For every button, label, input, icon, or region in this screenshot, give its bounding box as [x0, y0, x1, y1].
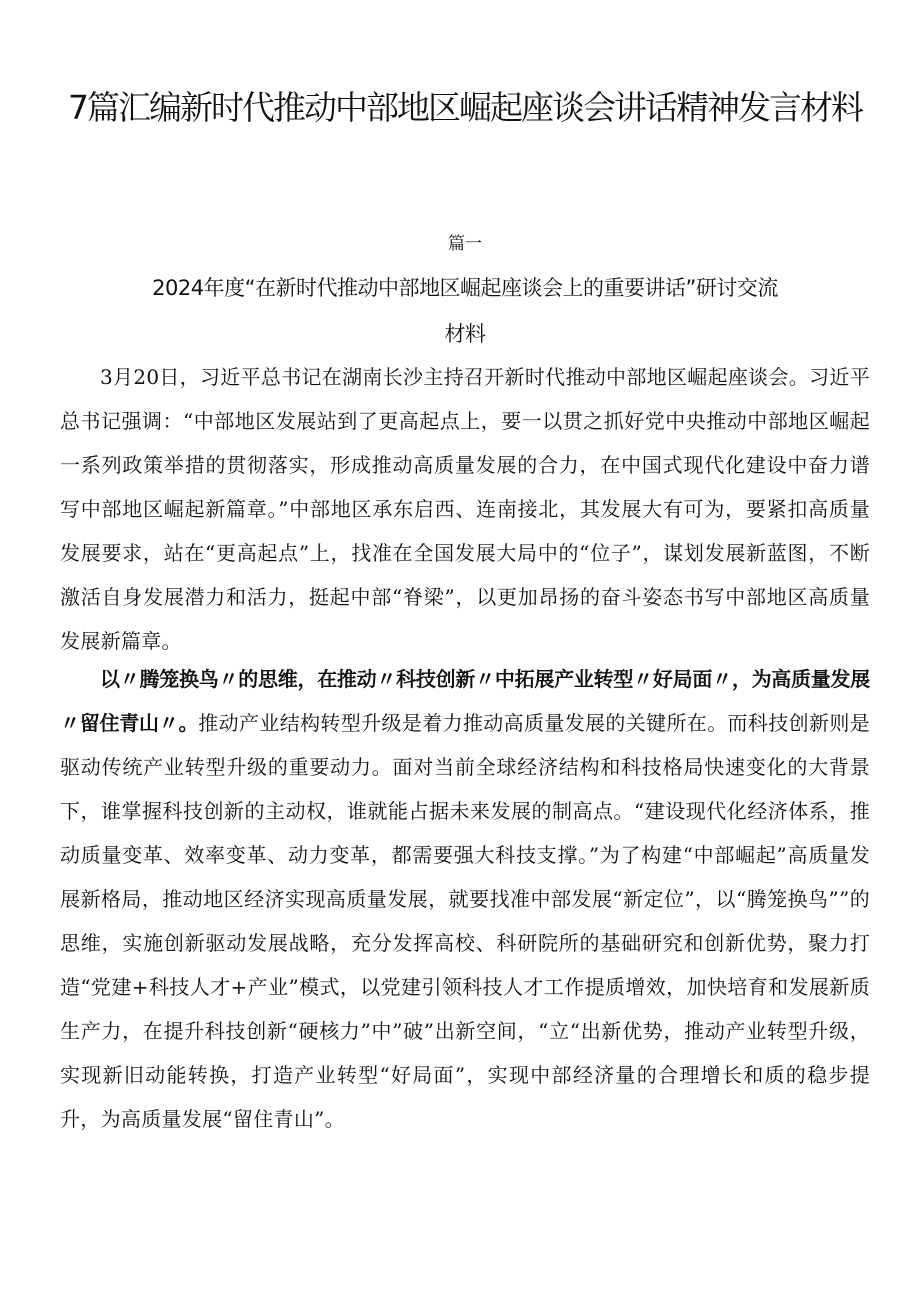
document-title: 7篇汇编新时代推动中部地区崛起座谈会讲话精神发言材料	[68, 88, 862, 127]
section-label: 篇一	[448, 234, 482, 254]
body-paragraph	[60, 657, 870, 1141]
section-title: 2024年度“在新时代推动中部地区崛起座谈会上的重要讲话”研讨交流材料	[152, 276, 778, 346]
paragraph-text: 3月20日，习近平总书记在湖南长沙主持召开新时代推动中部地区崛起座谈会。习近平总书记强调：“中部地区发展站到了更高起点上，要一以贯之抓好党中央推动中部地区崛起一系列政策举措的贯彻落实，形成推动高质量发展的合力，在中国式现代化建设中奋力谱写中部地区崛起新篇章。”中部地区承东启西、连南接北，其发展大有可为，要紧扣高质量发展要求，站在“更高起点”上，找准在全国发展大局中的“位子”，谋划发展新蓝图，不断激活自身发展潜力和活力，挺起中部“脊梁”，以更加昂扬的奋斗姿态书写中部地区高质量发展新篇章。	[60, 365, 870, 653]
body-paragraph	[60, 355, 870, 663]
paragraph-lead: 以〃腾笼换鸟〃的思维，在推动〃科技创新〃中拓展产业转型〃好局面〃，为高质量发展〃留住青山〃。	[60, 667, 870, 735]
paragraph-text: 推动产业结构转型升级是着力推动高质量发展的关键所在。而科技创新则是驱动传统产业转型升级的重要动力。面对当前全球经济结构和科技格局快速变化的大背景下，谁掌握科技创新的主动权，谁就能占据未来发展的制高点。“建设现代化经济体系，推动质量变革、效率变革、动力变革，都需要强大科技支撑。”为了构建“中部崛起”高质量发展新格局，推动地区经济实现高质量发展，就要找准中部发展“新定位”，以“腾笼换鸟””的思维，实施创新驱动发展战略，充分发挥高校、科研院所的基础研究和创新优势，聚力打造“党建+科技人才+产业”模式，以党建引领科技人才工作提质增效，加快培育和发展新质生产力，在提升科技创新“硬核力”中”破”出新空间，“立“出新优势，推动产业转型升级，实现新旧动能转换，打造产业转型“好局面”，实现中部经济量的合理增长和质的稳步提升，为高质量发展“留住青山”。	[60, 711, 870, 1131]
